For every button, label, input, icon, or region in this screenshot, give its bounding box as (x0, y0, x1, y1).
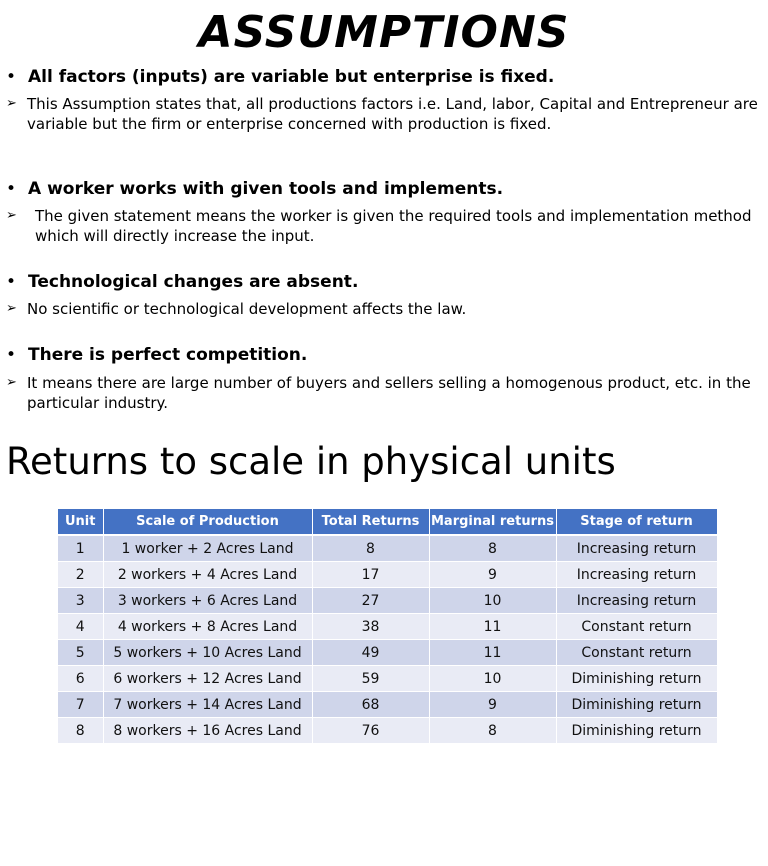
bullet-icon: • (6, 272, 17, 292)
table-row (58, 535, 717, 562)
bullet-icon: • (6, 345, 17, 365)
bullet-icon: • (6, 179, 17, 199)
total-returns-cell: 59 (312, 666, 429, 692)
scale-cell: 8 workers + 16 Acres Land (103, 718, 312, 744)
table-row (58, 614, 717, 640)
total-returns-cell: 17 (312, 562, 429, 588)
table-row (58, 718, 717, 744)
column-header-total-returns: Total Returns (312, 509, 429, 535)
unit-cell: 4 (58, 614, 103, 640)
assumption-detail-4 (6, 373, 764, 413)
scale-cell: 5 workers + 10 Acres Land (103, 640, 312, 666)
stage-cell: Constant return (556, 614, 717, 640)
assumption-heading-text: A worker works with given tools and implements (28, 179, 497, 199)
arrow-bullet-icon: ➢ (6, 96, 17, 111)
heading-period: . (547, 67, 555, 87)
heading-period: . (351, 272, 359, 292)
stage-cell: Diminishing return (556, 666, 717, 692)
marginal-returns-cell: 10 (429, 588, 556, 614)
total-returns-cell: 8 (312, 535, 429, 562)
column-header-stage: Stage of return (556, 509, 717, 535)
marginal-returns-cell: 11 (429, 640, 556, 666)
section-title: Returns to scale in physical units (6, 440, 616, 483)
table-row (58, 640, 717, 666)
column-header-marginal-returns: Marginal returns (429, 509, 556, 535)
arrow-bullet-icon: ➢ (6, 375, 17, 390)
table-row (58, 588, 717, 614)
assumption-detail-3 (6, 299, 764, 319)
heading-period: . (496, 179, 504, 199)
unit-cell: 1 (58, 535, 103, 562)
scale-cell: 4 workers + 8 Acres Land (103, 614, 312, 640)
scale-cell: 6 workers + 12 Acres Land (103, 666, 312, 692)
assumption-detail-1 (6, 94, 764, 134)
scale-cell: 2 workers + 4 Acres Land (103, 562, 312, 588)
stage-cell: Increasing return (556, 562, 717, 588)
stage-cell: Increasing return (556, 588, 717, 614)
assumption-heading-text: Technological changes are absent (28, 272, 352, 292)
table-row (58, 666, 717, 692)
unit-cell: 5 (58, 640, 103, 666)
assumption-detail-text: No scientific or technological development affects the law. (27, 300, 467, 318)
arrow-bullet-icon: ➢ (6, 301, 17, 316)
marginal-returns-cell: 9 (429, 562, 556, 588)
table-row (58, 562, 717, 588)
assumption-detail-text: It means there are large number of buyers and sellers selling a homogenous product, etc. in the particular industry. (27, 374, 751, 412)
marginal-returns-cell: 8 (429, 535, 556, 562)
unit-cell: 2 (58, 562, 103, 588)
heading-period: . (300, 345, 308, 365)
stage-cell: Constant return (556, 640, 717, 666)
assumption-detail-text: The given statement means the worker is given the required tools and implementation method which will directly increase the input. (35, 207, 752, 245)
total-returns-cell: 76 (312, 718, 429, 744)
unit-cell: 8 (58, 718, 103, 744)
total-returns-cell: 68 (312, 692, 429, 718)
stage-cell: Increasing return (556, 535, 717, 562)
unit-cell: 3 (58, 588, 103, 614)
total-returns-cell: 49 (312, 640, 429, 666)
unit-cell: 6 (58, 666, 103, 692)
column-header-scale: Scale of Production (103, 509, 312, 535)
bullet-icon: • (6, 67, 17, 87)
scale-cell: 1 worker + 2 Acres Land (103, 535, 312, 562)
stage-cell: Diminishing return (556, 692, 717, 718)
scale-cell: 7 workers + 14 Acres Land (103, 692, 312, 718)
assumption-detail-2 (6, 206, 764, 246)
total-returns-cell: 38 (312, 614, 429, 640)
marginal-returns-cell: 9 (429, 692, 556, 718)
marginal-returns-cell: 11 (429, 614, 556, 640)
table-header-row (58, 509, 717, 535)
arrow-bullet-icon: ➢ (6, 208, 17, 223)
returns-table (58, 509, 718, 744)
scale-cell: 3 workers + 6 Acres Land (103, 588, 312, 614)
unit-cell: 7 (58, 692, 103, 718)
column-header-unit: Unit (58, 509, 103, 535)
page-title: ASSUMPTIONS (198, 7, 570, 58)
assumption-heading-text: There is perfect competition (28, 345, 301, 365)
marginal-returns-cell: 10 (429, 666, 556, 692)
stage-cell: Diminishing return (556, 718, 717, 744)
table-row (58, 692, 717, 718)
assumption-detail-text: This Assumption states that, all productions factors i.e. Land, labor, Capital and Entrepreneur are variable but the firm or enterprise concerned with production is fixed. (27, 95, 758, 133)
assumption-heading-text: All factors (inputs) are variable but enterprise is fixed (28, 67, 548, 87)
total-returns-cell: 27 (312, 588, 429, 614)
marginal-returns-cell: 8 (429, 718, 556, 744)
